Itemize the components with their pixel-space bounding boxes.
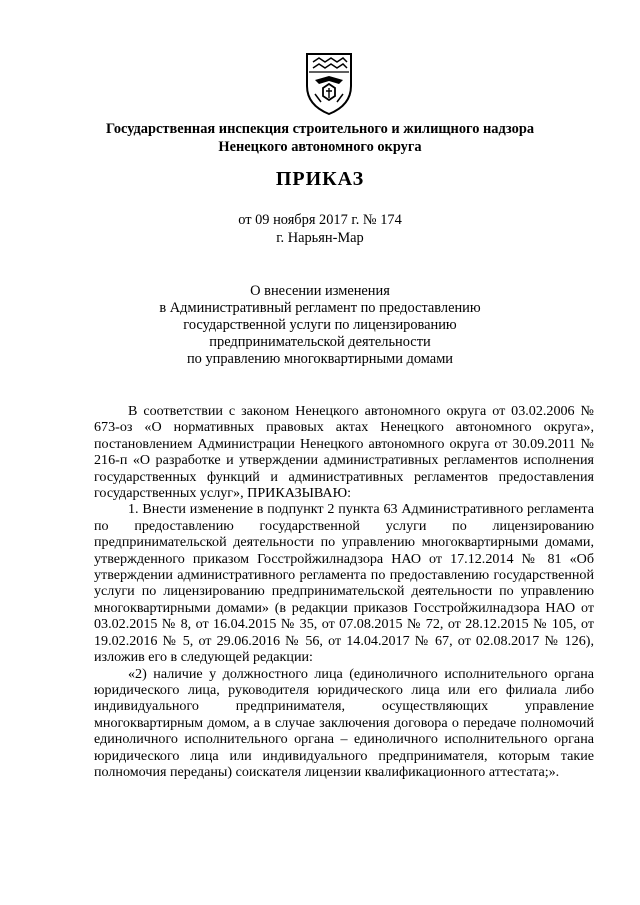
- organization-name: [0, 120, 640, 156]
- organization-name-line: Государственная инспекция строительного и жилищного надзора: [105, 121, 535, 137]
- organization-region-line: Ненецкого автономного округа: [218, 139, 422, 155]
- order-title: ПРИКАЗ: [275, 168, 365, 190]
- amendment-text-paragraph: «2) наличие у должностного лица (единоличного исполнительного органа юридического лица, руководителя юридического лица или его филиала либо индивидуального предпринимателя, осуществляющих управление многоквартирным домом, а в случае заключения договора о передаче полномочий единоличного исполнительного органа – единоличного исполнительного органа юридического лица или индивидуального предпринимателя, которым такие полномочия переданы) соискателя лицензии квалификационного аттестата;».: [94, 665, 594, 780]
- subject-line: государственной услуги по лицензированию: [183, 317, 457, 333]
- order-subject: [0, 283, 640, 368]
- subject-line: предпринимательской деятельности: [209, 334, 431, 350]
- preamble-paragraph: В соответствии с законом Ненецкого автономного округа от 03.02.2006 № 673-оз «О нормативных правовых актах Ненецкого автономного округа», постановлением Администрации Ненецкого автономного округа от 30.09.2011 № 216-п «О разработке и утверждении административных регламентов исполнения государственных функций и административных регламентов предоставления государственных услуг», ПРИКАЗЫВАЮ:: [94, 403, 594, 502]
- clause-1-paragraph: 1. Внести изменение в подпункт 2 пункта 63 Административного регламента по предоставлению государственной услуги по лицензированию предпринимательской деятельности по управлению многоквартирными домами, утвержденного приказом Госстройжилнадзора НАО от 17.12.2014 № 81 «Об утверждении административного регламента по предоставлению государственной услуги по лицензированию предпринимательской деятельности по управлению многоквартирными домами» (в редакции приказов Госстройжилнадзора НАО от 03.02.2015 № 8, от 16.04.2015 № 35, от 07.08.2015 № 72, от 28.12.2015 № 105, от 19.02.2016 № 5, от 29.06.2016 № 56, от 14.04.2017 № 67, от 02.08.2017 № 126), изложив его в следующей редакции:: [94, 501, 594, 666]
- subject-line: О внесении изменения: [250, 283, 390, 299]
- subject-line: в Административный регламент по предоставлению: [159, 300, 481, 316]
- order-date-number: от 09 ноября 2017 г. № 174: [238, 212, 402, 228]
- order-body: [94, 403, 594, 780]
- subject-line: по управлению многоквартирными домами: [186, 351, 454, 367]
- coat-of-arms-nenets-icon: [303, 50, 355, 116]
- order-meta: [0, 211, 640, 247]
- order-city: г. Нарьян-Мар: [276, 230, 364, 246]
